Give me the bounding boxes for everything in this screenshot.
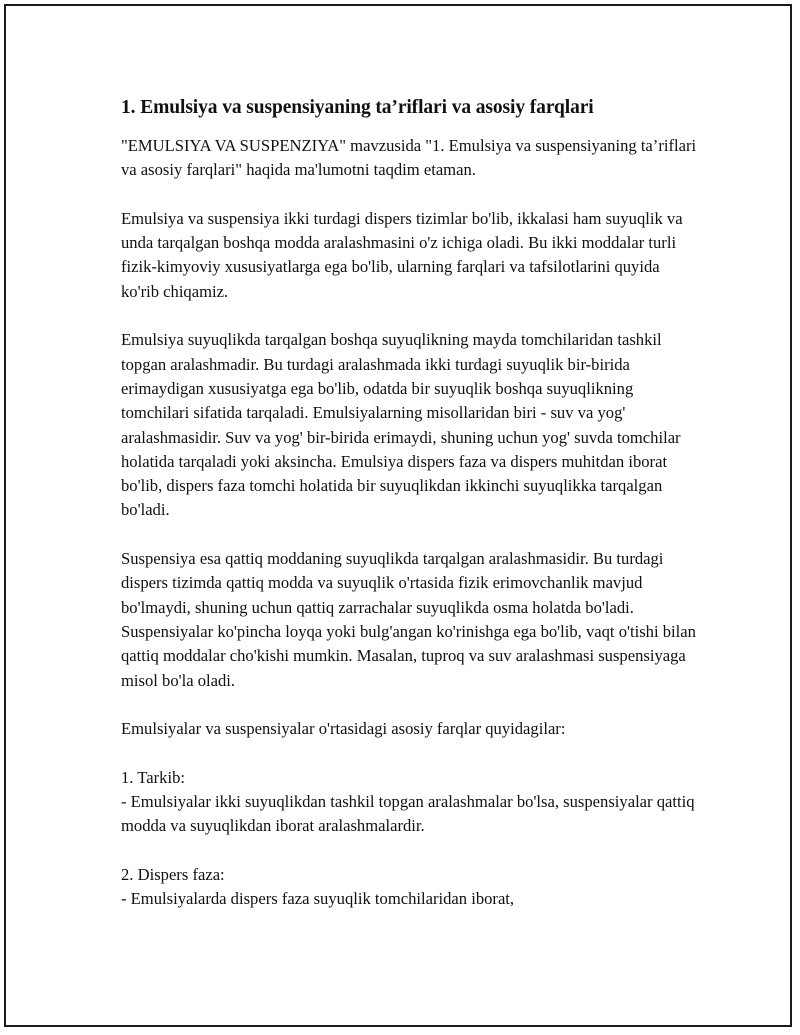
paragraph-intro: "EMULSIYA VA SUSPENZIYA" mavzusida "1. Emulsiya va suspensiyaning ta’riflari va asosiy farqlari" haqida ma'lumotni taqdim etaman. bbox=[121, 136, 697, 180]
section-title: 1. Emulsiya va suspensiyaning ta’riflari va asosiy farqlari bbox=[121, 97, 594, 118]
paragraph-differences-intro: Emulsiyalar va suspensiyalar o'rtasidagi asosiy farqlar quyidagilar: bbox=[121, 719, 566, 739]
paragraph-overview: Emulsiya va suspensiya ikki turdagi dispers tizimlar bo'lib, ikkalasi ham suyuqlik va unda tarqalgan boshqa modda aralashmasini o'z ichiga oladi. Bu ikki moddalar turli fizik-kimyoviy xususiyatlarga ega bo'lib, ularning farqlari va tafsilotlarini quyida ko'rib chiqamiz. bbox=[121, 208, 683, 301]
paragraph-suspension: Suspensiya esa qattiq moddaning suyuqlikda tarqalgan aralashmasidir. Bu turdagi dispers tizimda qattiq modda va suyuqlik o'rtasida fizik erimovchanlik mavjud bo'lmaydi, shuning uchun qattiq zarrachalar suyuqlikda osma holatda bo'ladi. Suspensiyalar ko'pincha loyqa yoki bulg'angan ko'rinishga ega bo'lib, vaqt o'tishi bilan qattiq moddalar cho'kishi mumkin. Masalan, tuproq va suv aralashmasi suspensiyaga misol bo'la oladi. bbox=[121, 549, 696, 690]
document-body bbox=[121, 94, 701, 912]
document-page bbox=[4, 4, 792, 1027]
list-item-composition: 1. Tarkib: - Emulsiyalar ikki suyuqlikdan tashkil topgan aralashmalar bo'lsa, suspensiyalar qattiq modda va suyuqlikdan iborat aralashmalardir. bbox=[121, 767, 695, 836]
paragraph-emulsion: Emulsiya suyuqlikda tarqalgan boshqa suyuqlikning mayda tomchilaridan tashkil topgan aralashmadir. Bu turdagi aralashmada ikki turdagi suyuqlik bir-birida erimaydigan xususiyatga ega bo'lib, odatda bir suyuqlik boshqa suyuqlikning tomchilari sifatida tarqaladi. Emulsiyalarning misollaridan biri - suv va yog' aralashmasidir. Suv va yog' bir-birida erimaydi, shuning uchun yog' suvda tomchilar holatida tarqaladi yoki aksincha. Emulsiya dispers faza va dispers muhitdan iborat bo'lib, dispers faza tomchi holatida bir suyuqlikdan ikkinchi suyuqlikka tarqalgan bo'ladi. bbox=[121, 330, 681, 520]
list-item-dispersed-phase: 2. Dispers faza: - Emulsiyalarda dispers faza suyuqlik tomchilaridan iborat, bbox=[121, 864, 515, 909]
